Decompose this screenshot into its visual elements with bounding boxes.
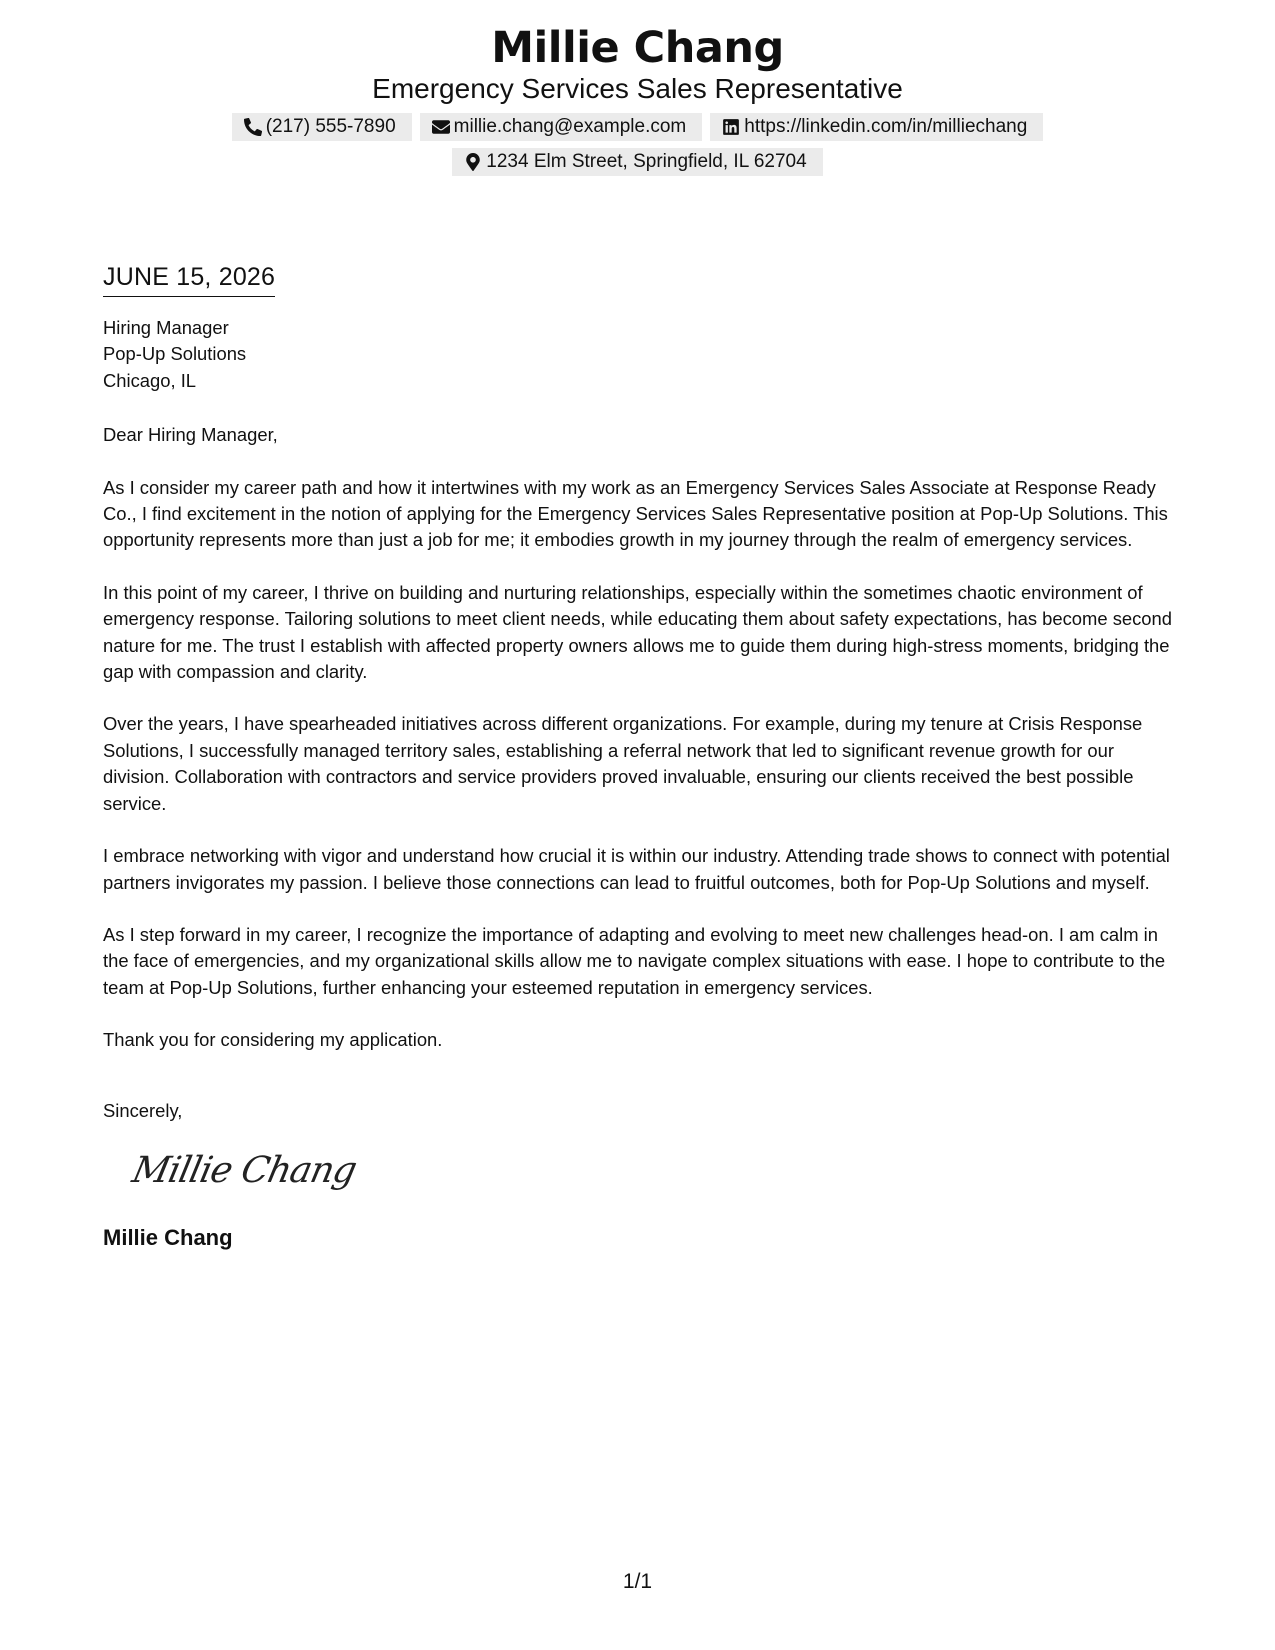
body-paragraph: Over the years, I have spearheaded initiatives across different organizations. For example, during my tenure at Crisis Response Solutions, I successfully managed territory sales, establishing a referral network that led to significant revenue growth for our division. Collaboration with contractors and service providers proved invaluable, ensuring our clients received the best possible service. [103, 713, 1143, 814]
phone-chip[interactable] [232, 113, 412, 141]
handwritten-signature: Millie Chang [128, 1149, 360, 1191]
letter-body [103, 262, 1178, 1252]
body-paragraph: I embrace networking with vigor and understand how crucial it is within our industry. Attending trade shows to connect with potential partners invigorates my passion. I believe those connections can lead to fruitful outcomes, both for Pop-Up Solutions and myself. [103, 845, 1170, 893]
signer-name: Millie Chang [103, 1224, 233, 1250]
address-chip [452, 148, 822, 176]
email-text: millie.chang@example.com [453, 116, 687, 137]
email-chip[interactable] [420, 113, 703, 141]
phone-icon [244, 118, 262, 136]
map-pin-icon [464, 153, 482, 171]
recipient-block [103, 315, 1178, 394]
body-paragraph: Thank you for considering my application. [103, 1029, 443, 1051]
phone-text: (217) 555-7890 [265, 116, 396, 137]
closing: Sincerely, [103, 1099, 183, 1121]
recipient-location: Chicago, IL [103, 369, 197, 391]
applicant-title: Emergency Services Sales Representative [372, 73, 903, 104]
body-paragraph: In this point of my career, I thrive on building and nurturing relationships, especially within the sometimes chaotic environment of emergency response. Tailoring solutions to meet client needs, while educating them about safety expectations, has become second nature for me. The trust I establish with affected property owners allows me to guide them during high-stress moments, bridging the gap with compassion and clarity. [103, 581, 1172, 683]
recipient-title: Hiring Manager [103, 317, 229, 338]
body-paragraph: As I step forward in my career, I recognize the importance of adapting and evolving to meet new challenges head-on. I am calm in the face of emergencies, and my organizational skills allow me to navigate complex situations with ease. I hope to contribute to the team at Pop-Up Solutions, further enhancing your esteemed reputation in emergency services. [103, 923, 1166, 998]
contact-row [0, 113, 1275, 141]
letter-header [0, 22, 1275, 176]
linkedin-chip[interactable] [710, 113, 1043, 141]
linkedin-text: https://linkedin.com/in/milliechang [744, 116, 1028, 137]
address-row [0, 148, 1275, 176]
recipient-company: Pop-Up Solutions [103, 343, 247, 365]
body-paragraph: As I consider my career path and how it intertwines with my work as an Emergency Services Sales Associate at Response Ready Co., I find excitement in the notion of applying for the Emergency Services Sales Representative position at Pop-Up Solutions. This opportunity represents more than just a job for me; it embodies growth in my journey through the realm of emergency services. [103, 476, 1168, 551]
salutation: Dear Hiring Manager, [103, 424, 278, 446]
address-text: 1234 Elm Street, Springfield, IL 62704 [486, 151, 807, 172]
page-number: 1/1 [622, 1570, 653, 1593]
letter-date: JUNE 15, 2026 [103, 262, 275, 297]
applicant-name: Millie Chang [491, 23, 784, 73]
linkedin-icon [722, 118, 740, 136]
envelope-icon [432, 118, 450, 136]
